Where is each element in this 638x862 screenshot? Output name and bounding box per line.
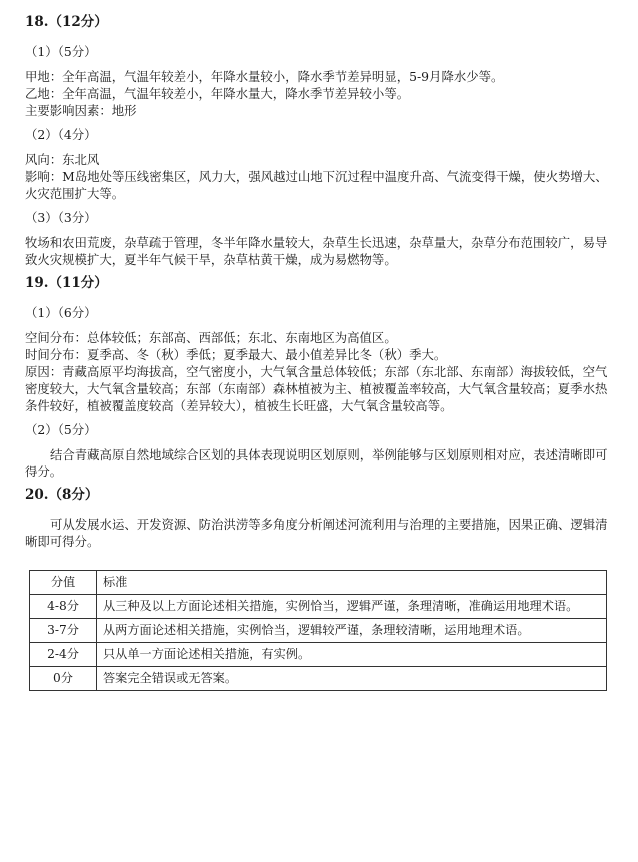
question-20-title: 20.（8分） — [25, 487, 99, 503]
q19-part2-label: （2）（5分） — [25, 422, 97, 437]
question-18 — [25, 14, 614, 275]
table-cell-score: 4-8分 — [30, 595, 97, 619]
q18-part1-line-1: 甲地：全年高温，气温年较差小，年降水量较小，降水季节差异明显，5-9月降水少等。 — [25, 69, 504, 84]
question-18-title: 18.（12分） — [25, 14, 108, 30]
table-cell-score: 3-7分 — [30, 619, 97, 643]
table-cell-score: 2-4分 — [30, 643, 97, 667]
q18-part2-label: （2）（4分） — [25, 127, 97, 142]
table-row — [30, 595, 607, 619]
scoring-rubric-table — [29, 570, 607, 691]
table-row — [30, 619, 607, 643]
q18-part3-line-1: 牧场和农田荒废，杂草疏于管理，冬半年降水量较大，杂草生长迅速，杂草量大，杂草分布范围较广，易导致火灾规模扩大，夏半年气候干旱，杂草枯黄干燥，成为易燃物等。 — [25, 235, 608, 267]
q20-text: 可从发展水运、开发资源、防治洪涝等多角度分析阐述河流利用与治理的主要措施，因果正确、逻辑清晰即可得分。 — [25, 517, 608, 549]
table-cell-standard: 从三种及以上方面论述相关措施，实例恰当，逻辑严谨，条理清晰，准确运用地理术语。 — [97, 595, 607, 619]
q18-part3-label: （3）（3分） — [25, 210, 97, 225]
table-header-standard: 标准 — [97, 571, 607, 595]
q19-part1-line-3: 原因：青藏高原平均海拔高，空气密度小，大气氧含量总体较低；东部（东北部、东南部）海拔较低，空气密度较大，大气氧含量较高；东部（东南部）森林植被为主、植被覆盖率较高，大气氧含量较高；夏季水热条件较好，植被覆盖度较高（差异较大），植被生长旺盛，大气氧含量较高等。 — [25, 364, 608, 413]
q18-part1-label: （1）（5分） — [25, 44, 97, 59]
question-19-title: 19.（11分） — [25, 275, 108, 291]
q18-part2-line-2: 影响：M岛地处等压线密集区，风力大，强风越过山地下沉过程中温度升高、气流变得干燥，使火势增大、火灾范围扩大等。 — [25, 169, 608, 201]
table-row — [30, 667, 607, 691]
table-cell-standard: 从两方面论述相关措施，实例恰当，逻辑较严谨，条理较清晰，运用地理术语。 — [97, 619, 607, 643]
table-cell-standard: 只从单一方面论述相关措施，有实例。 — [97, 643, 607, 667]
table-header-row — [30, 571, 607, 595]
table-cell-standard: 答案完全错误或无答案。 — [97, 667, 607, 691]
q19-part1-line-2: 时间分布：夏季高、冬（秋）季低；夏季最大、最小值差异比冬（秋）季大。 — [25, 347, 447, 362]
q18-part1-line-3: 主要影响因素：地形 — [25, 103, 137, 118]
table-header-score: 分值 — [30, 571, 97, 595]
question-19 — [25, 275, 614, 487]
q18-part1-line-2: 乙地：全年高温，气温年较差小，年降水量大，降水季节差异较小等。 — [25, 86, 410, 101]
q19-part2-text: 结合青藏高原自然地域综合区划的具体表现说明区划原则，举例能够与区划原则相对应，表述清晰即可得分。 — [25, 447, 608, 479]
table-row — [30, 643, 607, 667]
question-20 — [25, 487, 614, 691]
table-cell-score: 0分 — [30, 667, 97, 691]
q19-part1-line-1: 空间分布：总体较低；东部高、西部低；东北、东南地区为高值区。 — [25, 330, 397, 345]
q18-part2-line-1: 风向：东北风 — [25, 152, 100, 167]
q19-part1-label: （1）（6分） — [25, 305, 97, 320]
